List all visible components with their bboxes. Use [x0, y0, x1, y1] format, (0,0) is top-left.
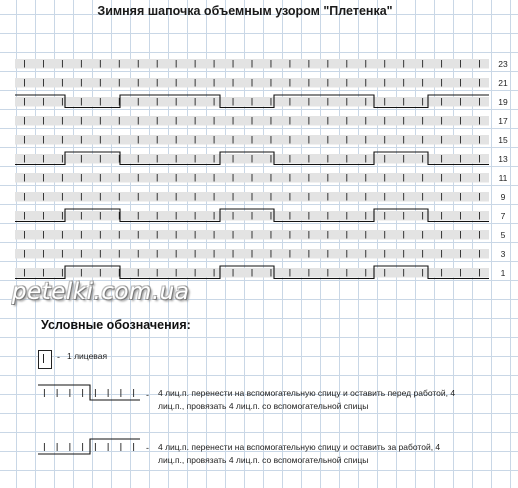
- row-number-label: 3: [500, 249, 506, 259]
- cable-symbol: [38, 439, 140, 454]
- knit-stitch-symbol: [38, 350, 52, 369]
- legend-dash-3: -: [146, 443, 149, 453]
- legend-dash-2: -: [146, 390, 149, 400]
- legend-dash-1: -: [57, 352, 60, 362]
- row-number-label: 23: [498, 59, 508, 69]
- row-number-label: 19: [498, 97, 508, 107]
- row-number-label: 5: [500, 230, 506, 240]
- row-number-label: 17: [498, 116, 508, 126]
- legend-text-knit: 1 лицевая: [67, 351, 108, 361]
- row-number-label: 15: [498, 135, 508, 145]
- cable-symbol: [38, 385, 140, 400]
- row-number-label: 13: [498, 154, 508, 164]
- row-number-label: 11: [498, 173, 508, 183]
- legend-text-cable-back: 4 лиц.п. перенести на вспомогательную спицу и оставить за работой, 4 лиц.п., провязать 4 лиц.п. со вспомогательной спицы: [158, 442, 441, 465]
- legend-text-cable-front: 4 лиц.п. перенести на вспомогательную спицу и оставить перед работой, 4 лиц.п., провязать 4 лиц.п. со вспомогательной спицы: [158, 388, 456, 411]
- legend-title: Условные обозначения:: [41, 318, 191, 332]
- row-number-label: 9: [500, 192, 506, 202]
- row-number-label: 1: [500, 268, 506, 278]
- page-title: Зимняя шапочка объемным узором "Плетенка": [97, 4, 393, 18]
- row-number-label: 21: [498, 78, 508, 88]
- row-number-label: 7: [500, 211, 506, 221]
- watermark-text: petelki.com.ua: [12, 279, 190, 305]
